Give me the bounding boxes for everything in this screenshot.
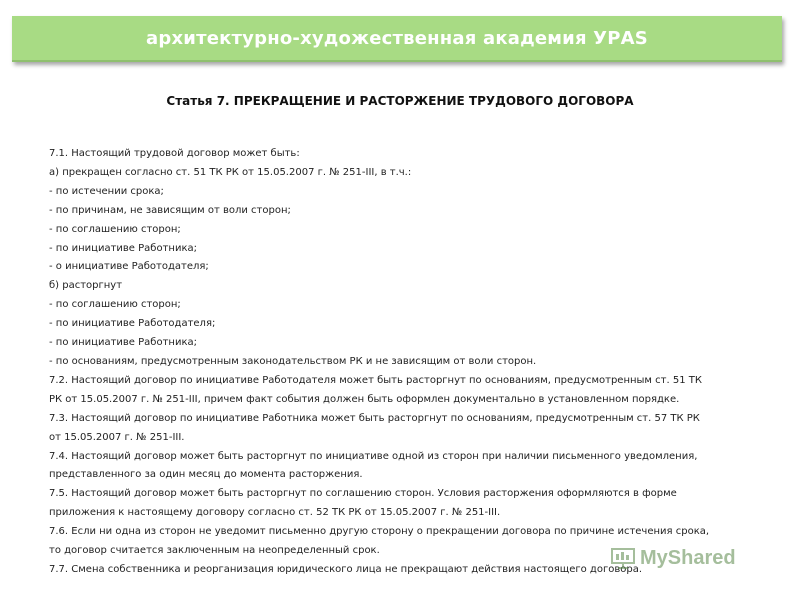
presentation-board-icon <box>610 546 636 570</box>
text-line: 7.5. Настоящий договор может быть расторгнут по соглашению сторон. Условия расторжения оформляются в форме <box>49 488 677 500</box>
text-line: 7.1. Настоящий трудовой договор может быть: <box>49 148 300 159</box>
article-body <box>49 145 769 580</box>
text-line: - по инициативе Работодателя; <box>49 318 216 330</box>
text-line: - по соглашению сторон; <box>49 223 181 235</box>
text-line: - по истечении срока; <box>49 185 164 197</box>
text-line: то договор считается заключенным на неопределенный срок. <box>49 545 380 557</box>
text-line: - о инициативе Работодателя; <box>49 261 209 273</box>
text-line: б) расторгнут <box>49 280 123 292</box>
text-line: а) прекращен согласно ст. 51 ТК РК от 15.05.2007 г. № 251-III, в т.ч.: <box>49 166 412 178</box>
watermark-text: MyShared <box>640 546 736 569</box>
text-line: - по инициативе Работника; <box>49 337 197 349</box>
text-line: - по инициативе Работника; <box>49 242 197 254</box>
header-banner <box>12 16 782 62</box>
text-line: 7.3. Настоящий договор по инициативе Работника может быть расторгнут по основаниям, предусмотренным ст. 57 ТК РК <box>49 412 700 424</box>
text-line: 7.4. Настоящий договор может быть расторгнут по инициативе одной из сторон при наличии письменного уведомления, <box>49 450 698 462</box>
text-line: приложения к настоящему договору согласно ст. 52 ТК РК от 15.05.2007 г. № 251-III. <box>49 507 501 519</box>
text-line: - по основаниям, предусмотренным законодательством РК и не зависящим от воли сторон. <box>49 355 537 367</box>
text-line: 7.6. Если ни одна из сторон не уведомит письменно другую сторону о прекращении договора по причине истечения срока, <box>49 526 710 538</box>
watermark <box>610 544 770 572</box>
header-title: архитектурно-художественная академия УРАS <box>146 27 648 49</box>
article-title: Статья 7. ПРЕКРАЩЕНИЕ И РАСТОРЖЕНИЕ ТРУДОВОГО ДОГОВОРА <box>166 94 634 108</box>
text-line: - по причинам, не зависящим от воли сторон; <box>49 204 291 216</box>
text-line: - по соглашению сторон; <box>49 299 181 311</box>
text-line: 7.7. Смена собственника и реорганизация юридического лица не прекращают действия настоящего договора. <box>49 563 642 575</box>
text-line: 7.2. Настоящий договор по инициативе Работодателя может быть расторгнут по основаниям, предусмотренным ст. 51 ТК <box>49 374 702 386</box>
text-line: от 15.05.2007 г. № 251-III. <box>49 431 185 443</box>
text-line: РК от 15.05.2007 г. № 251-III, причем факт события должен быть оформлен документально в установленном порядке. <box>49 393 680 405</box>
text-line: представленного за один месяц до момента расторжения. <box>49 469 363 481</box>
